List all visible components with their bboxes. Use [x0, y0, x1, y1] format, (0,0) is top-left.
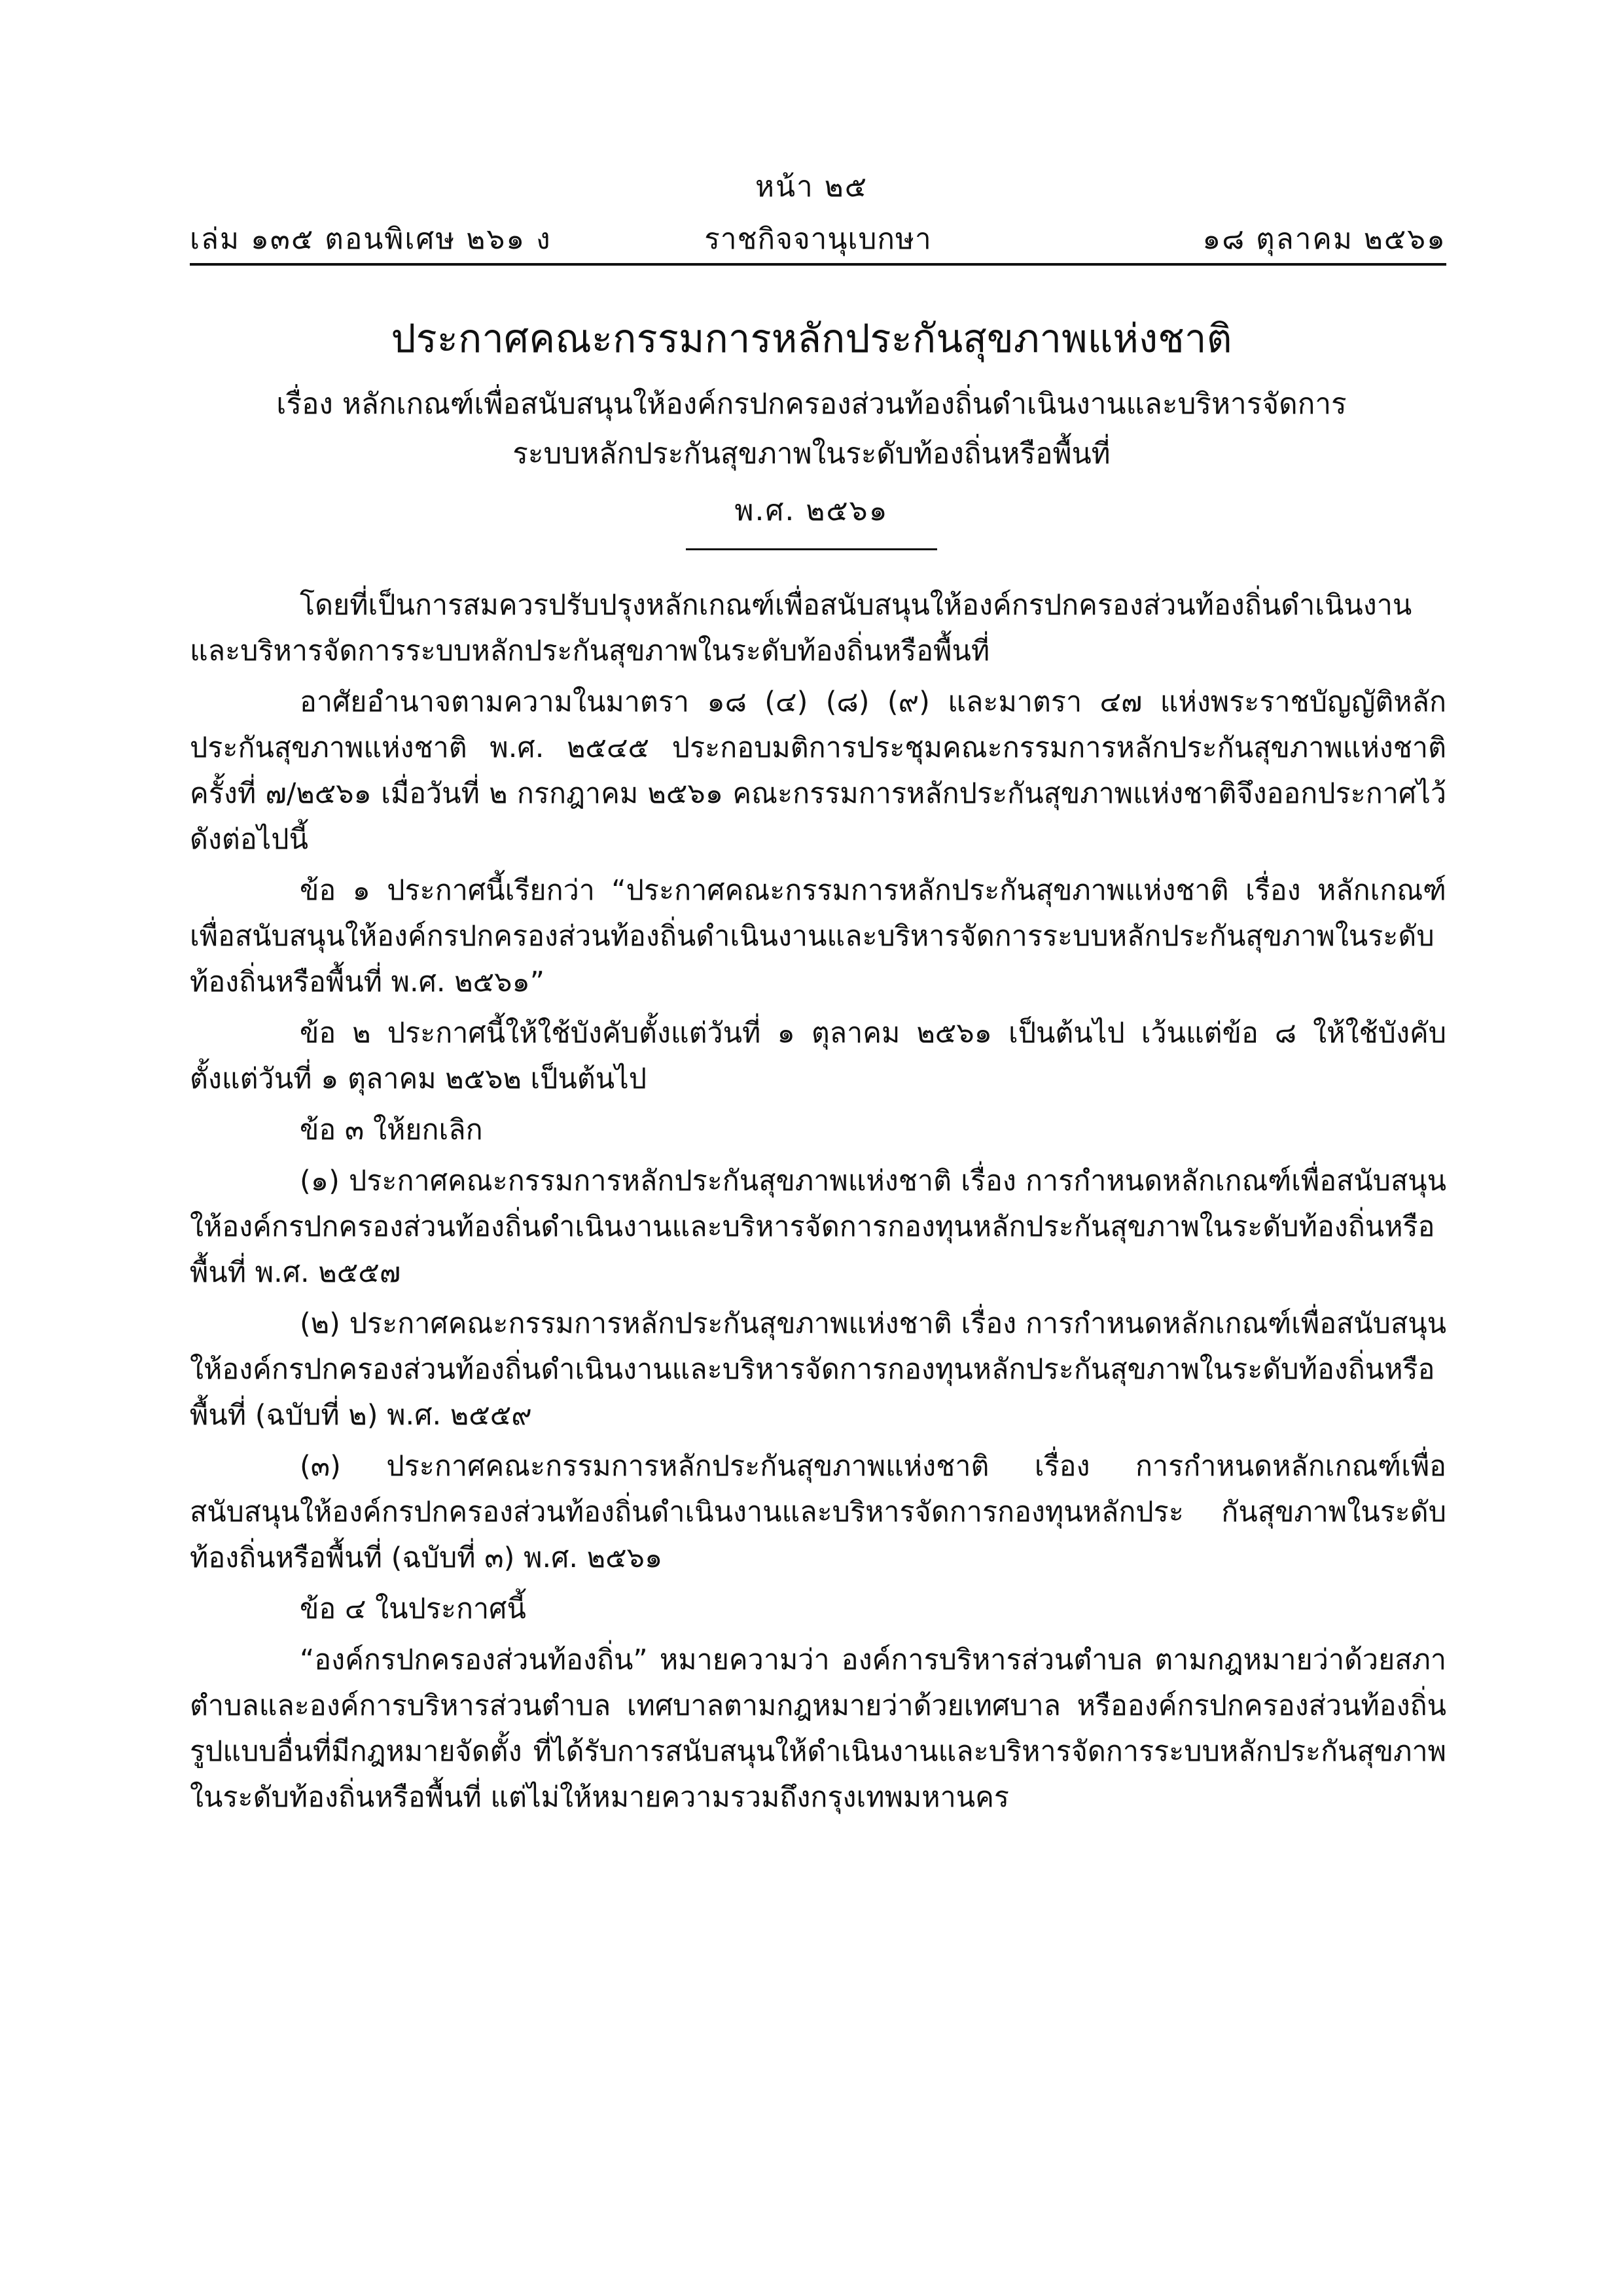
- document-subject: [0, 380, 1623, 479]
- paragraph-clause-3-item-1: (๑) ประกาศคณะกรรมการหลักประกันสุขภาพแห่งชาติ เรื่อง การกำหนดหลักเกณฑ์เพื่อสนับสนุนให้องค์กรปกครองส่วนท้องถิ่นดำเนินงานและบริหารจัดการกองทุนหลักประกันสุขภาพในระดับท้องถิ่นหรือพื้นที่ พ.ศ. ๒๕๕๗: [190, 1165, 1446, 1289]
- paragraph-clause-4: ข้อ ๔ ในประกาศนี้: [300, 1593, 526, 1625]
- paragraph-authority: อาศัยอำนาจตามความในมาตรา ๑๘ (๔) (๘) (๙) และมาตรา ๔๗ แห่งพระราชบัญญัติหลักประกันสุขภาพแห่งชาติ พ.ศ. ๒๕๔๕ ประกอบมติการประชุมคณะกรรมการหลักประกันสุขภาพแห่งชาติ ครั้งที่ ๗/๒๕๖๑ เมื่อวันที่ ๒ กรกฎาคม ๒๕๖๑ คณะกรรมการหลักประกันสุขภาพแห่งชาติจึงออกประกาศไว้ ดังต่อไปนี้: [190, 686, 1446, 856]
- title-divider: [686, 548, 937, 550]
- gazette-header: [190, 216, 1446, 262]
- paragraph-clause-2: ข้อ ๒ ประกาศนี้ให้ใช้บังคับตั้งแต่วันที่ ๑ ตุลาคม ๒๕๖๑ เป็นต้นไป เว้นแต่ข้อ ๘ ให้ใช้บังคับตั้งแต่วันที่ ๑ ตุลาคม ๒๕๖๒ เป็นต้นไป: [190, 1017, 1446, 1095]
- document-body: [190, 582, 1446, 1826]
- publication-date: ๑๘ ตุลาคม ๒๕๖๑: [1202, 222, 1446, 256]
- page-number: หน้า ๒๕: [755, 170, 868, 203]
- paragraph-preamble: โดยที่เป็นการสมควรปรับปรุงหลักเกณฑ์เพื่อสนับสนุนให้องค์กรปกครองส่วนท้องถิ่นดำเนินงานและบริหารจัดการระบบหลักประกันสุขภาพในระดับท้องถิ่นหรือพื้นที่: [190, 589, 1412, 667]
- paragraph-clause-1: ข้อ ๑ ประกาศนี้เรียกว่า “ประกาศคณะกรรมการหลักประกันสุขภาพแห่งชาติ เรื่อง หลักเกณฑ์เพื่อสนับสนุนให้องค์กรปกครองส่วนท้องถิ่นดำเนินงานและบริหารจัดการระบบหลักประกันสุขภาพในระดับท้องถิ่นหรือพื้นที่ พ.ศ. ๒๕๖๑”: [190, 874, 1446, 998]
- volume-issue: เล่ม ๑๓๕ ตอนพิเศษ ๒๖๑ ง: [190, 222, 552, 256]
- gazette-name: ราชกิจจานุเบกษา: [704, 222, 932, 256]
- subject-line-2: ระบบหลักประกันสุขภาพในระดับท้องถิ่นหรือพื้นที่: [512, 437, 1111, 470]
- paragraph-clause-3: ข้อ ๓ ให้ยกเลิก: [300, 1114, 483, 1146]
- paragraph-definition: “องค์กรปกครองส่วนท้องถิ่น” หมายความว่า องค์การบริหารส่วนตำบล ตามกฎหมายว่าด้วยสภาตำบลและองค์การบริหารส่วนตำบล เทศบาลตามกฎหมายว่าด้วยเทศบาล หรือองค์กรปกครองส่วนท้องถิ่นรูปแบบอื่นที่มีกฎหมายจัดตั้ง ที่ได้รับการสนับสนุนให้ดำเนินงานและบริหารจัดการระบบหลักประกันสุขภาพในระดับท้องถิ่นหรือพื้นที่ แต่ไม่ให้หมายความรวมถึงกรุงเทพมหานคร: [190, 1644, 1446, 1814]
- subject-line-1: เรื่อง หลักเกณฑ์เพื่อสนับสนุนให้องค์กรปกครองส่วนท้องถิ่นดำเนินงานและบริหารจัดการ: [276, 387, 1347, 421]
- paragraph-clause-3-item-3: (๓) ประกาศคณะกรรมการหลักประกันสุขภาพแห่งชาติ เรื่อง การกำหนดหลักเกณฑ์เพื่อสนับสนุนให้องค์กรปกครองส่วนท้องถิ่นดำเนินงานและบริหารจัดการกองทุนหลักประ กันสุขภาพในระดับท้องถิ่นหรือพื้นที่ (ฉบับที่ ๓) พ.ศ. ๒๕๖๑: [190, 1450, 1446, 1574]
- paragraph-clause-3-item-2: (๒) ประกาศคณะกรรมการหลักประกันสุขภาพแห่งชาติ เรื่อง การกำหนดหลักเกณฑ์เพื่อสนับสนุนให้องค์กรปกครองส่วนท้องถิ่นดำเนินงานและบริหารจัดการกองทุนหลักประกันสุขภาพในระดับท้องถิ่นหรือพื้นที่ (ฉบับที่ ๒) พ.ศ. ๒๕๕๙: [190, 1307, 1446, 1432]
- document-title: ประกาศคณะกรรมการหลักประกันสุขภาพแห่งชาติ: [391, 316, 1232, 362]
- header-divider: [190, 263, 1446, 266]
- document-year: พ.ศ. ๒๕๖๑: [734, 494, 889, 527]
